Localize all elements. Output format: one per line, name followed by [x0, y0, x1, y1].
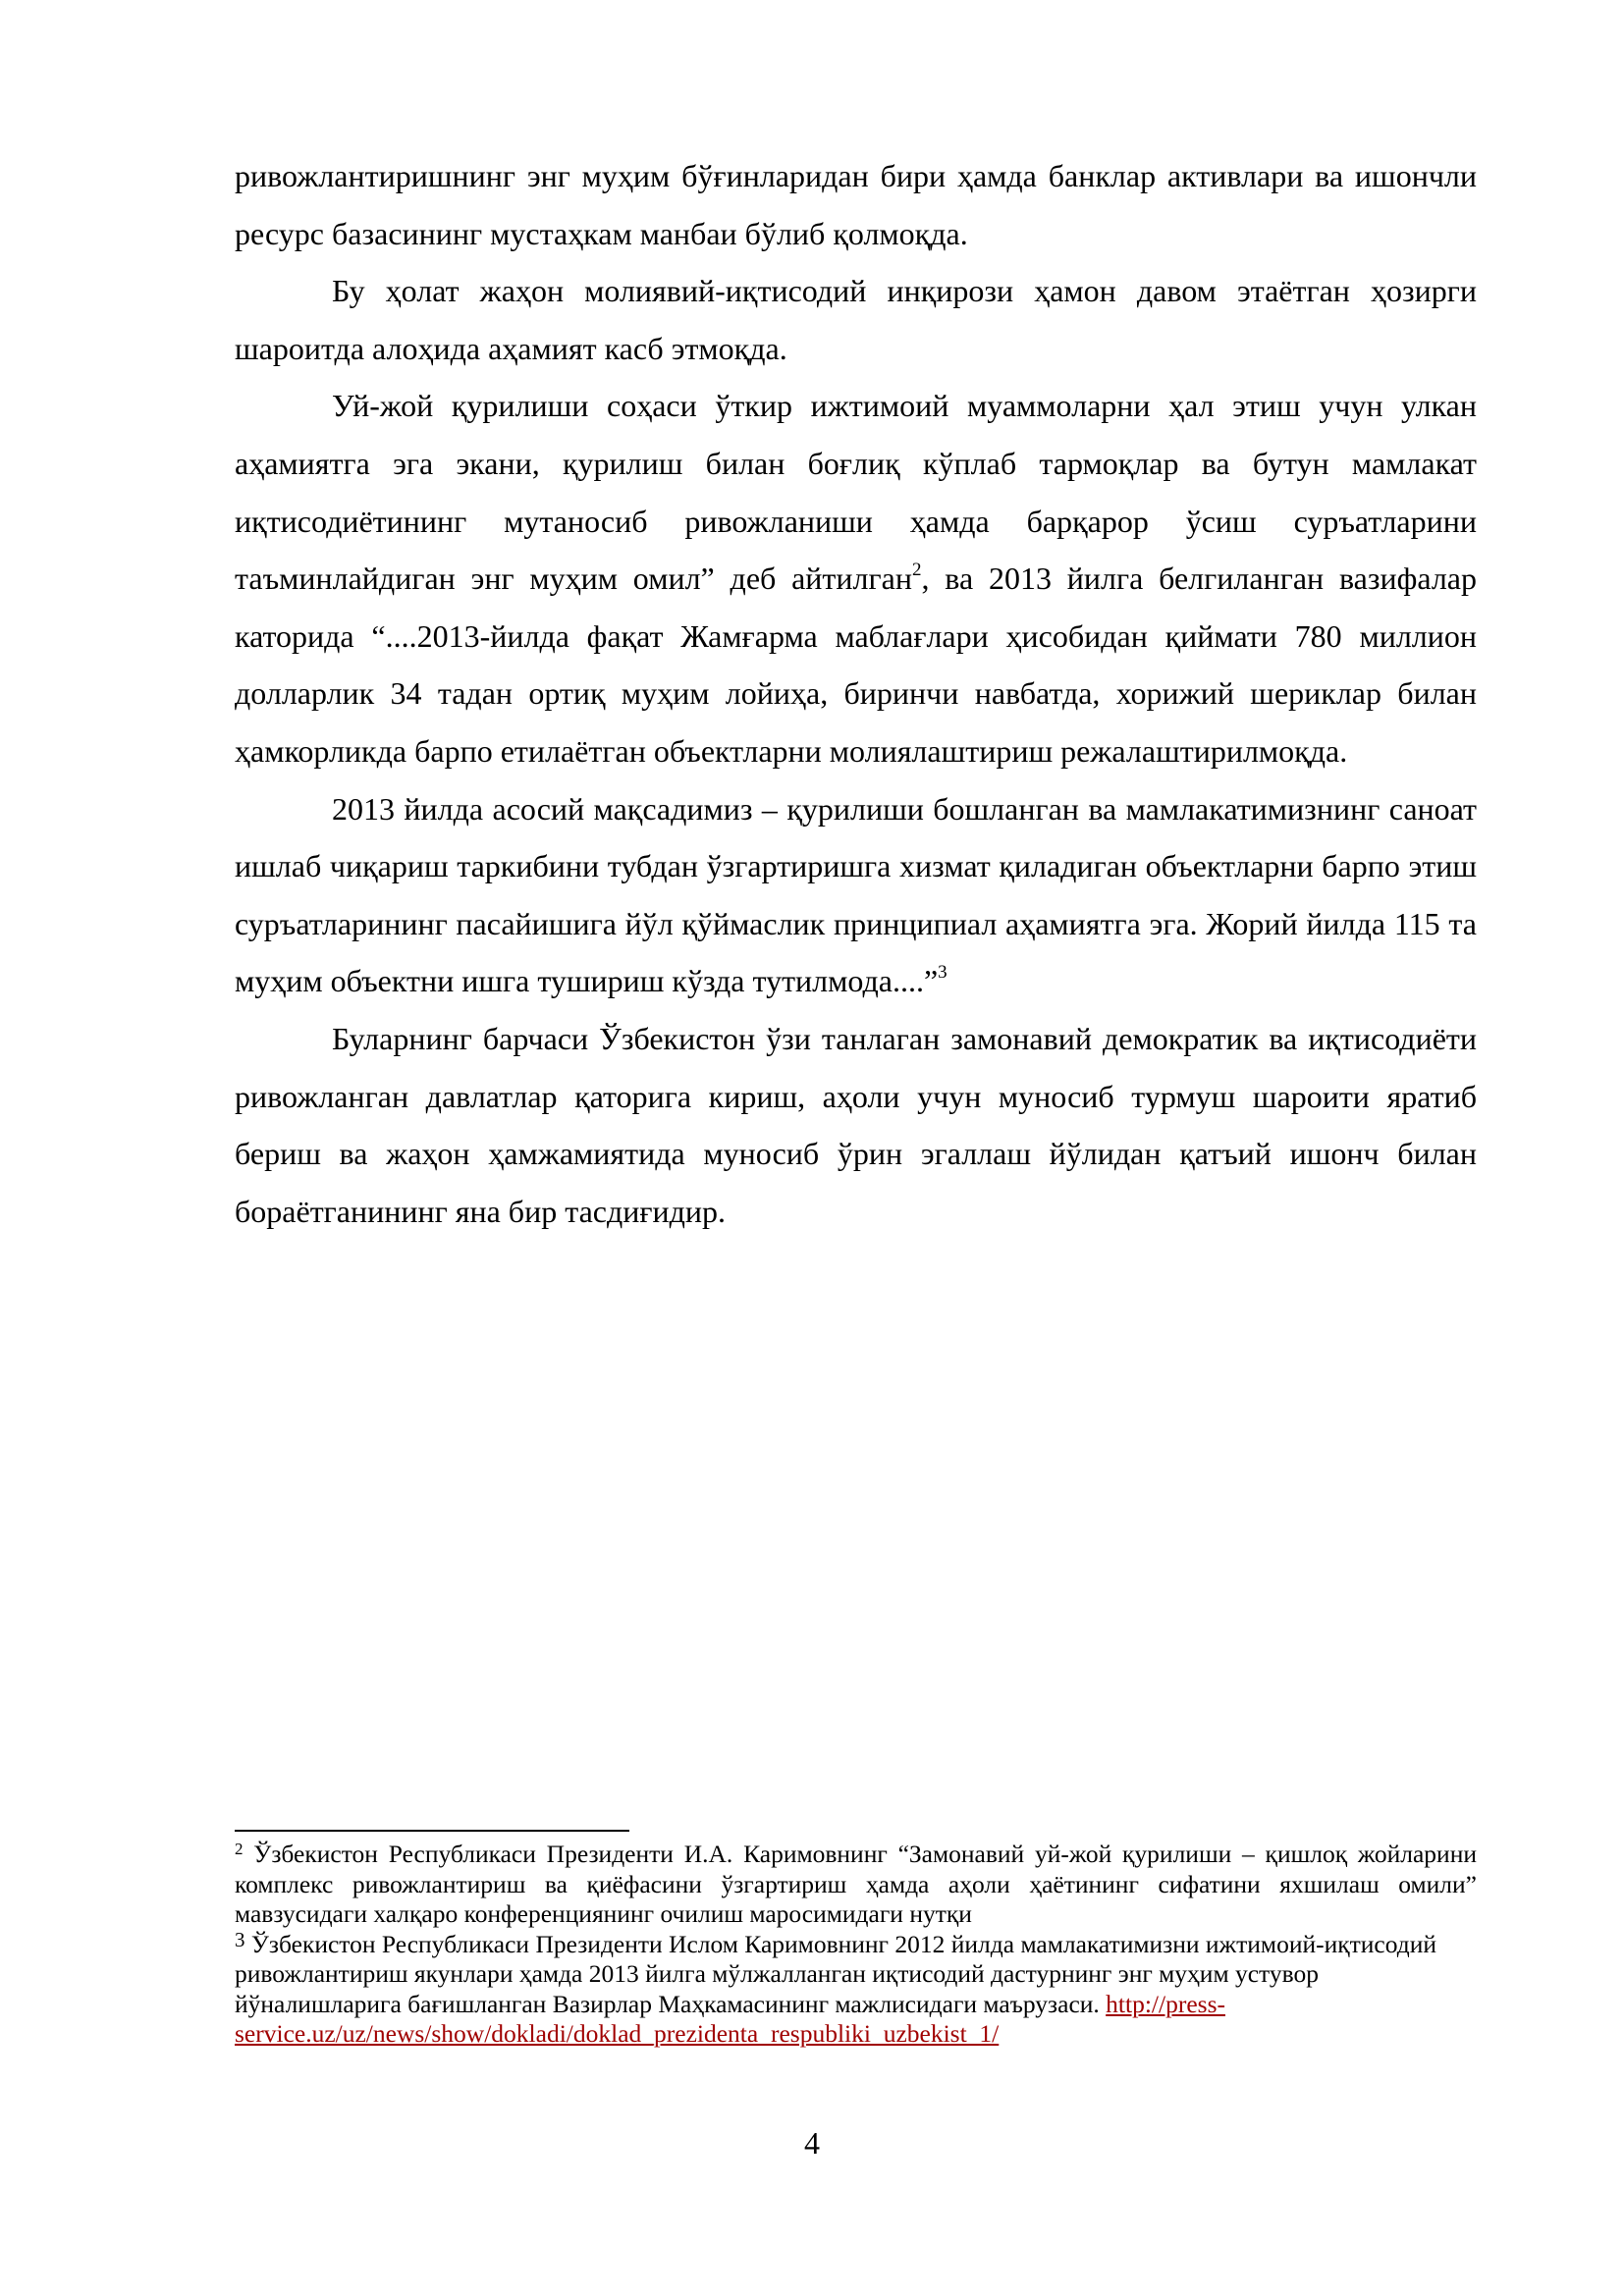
- paragraph-4-text: 2013 йилда асосий мақсадимиз – қурилиши бошланган ва мамлакатимизнинг саноат ишлаб чиқариш таркибини тубдан ўзгартиришга хизмат қиладиган объектларни барпо этиш суръатларининг пасайишига йўл қўймаслик принципиал аҳамиятга эга. Жорий йилда 115 та муҳим объектни ишга тушириш кўзда тутилмода....”: [235, 790, 1477, 999]
- footnote-ref-3[interactable]: 3: [938, 962, 947, 984]
- footnote-3: [235, 1927, 1477, 2050]
- footnote-2-text: Ўзбекистон Республикаси Президенти И.А. Каримовнинг “Замонавий уй-жой қурилиши – қишлоқ жойларини комплекс ривожлантириш ва қиёфасини ўзгартириш ҳамда аҳоли ҳаётининг сифатини яхшилаш омили” мавзусидаги халқаро конференциянинг очилиш маросимидаги нутқи: [235, 1840, 1477, 1928]
- paragraph-1: ривожлантиришнинг энг муҳим бўғинларидан бири ҳамда банклар активлари ва ишончли ресурс базасининг мустаҳкам манбаи бўлиб қолмоқда.: [235, 158, 1477, 251]
- paragraph-4: [235, 780, 1477, 1010]
- body-text: [235, 147, 1477, 1240]
- paragraph-2: Бу ҳолат жаҳон молиявий-иқтисодий инқирози ҳамон давом этаётган ҳозирги шароитда алоҳида аҳамият касб этмоқда.: [235, 273, 1477, 366]
- paragraph-5: Буларнинг барчаси Ўзбекистон ўзи танлаган замонавий демократик ва иқтисодиёти ривожланган давлатлар қаторига кириш, аҳоли учун муносиб турмуш шароити яратиб бериш ва жаҳон ҳамжамиятида муносиб ўрин эгаллаш йўлидан қатъий ишонч билан бораётганининг яна бир тасдиғидир.: [235, 1020, 1477, 1229]
- footnote-3-link-line-2: service.uz/uz/news/show/dokladi/doklad_prezidenta_respubliki_uzbekist_1/: [235, 2019, 1000, 2048]
- paragraph-3: [235, 377, 1477, 779]
- footnotes: [235, 1840, 1477, 2050]
- footnote-ref-2[interactable]: 2: [911, 560, 922, 581]
- footnote-2: [235, 1840, 1477, 1930]
- footnote-separator: [235, 1830, 629, 1832]
- footnote-2-mark: 2: [235, 1840, 244, 1858]
- paragraph-3-text-b: , ва 2013 йилга белгиланган вазифалар каторида “....2013-йилда фақат Жамғарма маблағлари ҳисобидан қиймати 780 миллион долларлик 34 тадан ортиқ муҳим лойиҳа, биринчи навбатда, хорижий шериклар билан ҳамкорликда барпо етилаётган объектларни молиялаштириш режалаштирилмоқда.: [235, 561, 1478, 769]
- footnote-3-link-line-1: http://press-: [1106, 1989, 1225, 2018]
- footnote-3-mark: 3: [235, 1927, 245, 1951]
- paragraph-3-text-a: Уй-жой қурилиши соҳаси ўткир ижтимоий муаммоларни ҳал этиш учун улкан аҳамиятга эга экани, қурилиш билан боғлиқ кўплаб тармоқлар ва бутун мамлакат иқтисодиётининг мутаносиб ривожланиши ҳамда барқарор ўсиш суръатларини таъминлайдиган энг муҳим омил” деб айтилган: [235, 388, 1477, 597]
- page-number: 4: [804, 2125, 820, 2161]
- footnote-3-text: Ўзбекистон Республикаси Президенти Ислом Каримовнинг 2012 йилда мамлакатимизни ижтимоий-иқтисодий ривожлантириш якунлари ҳамда 2013 йилга мўлжалланган иқтисодий дастурнинг энг муҳим устувор йўналишларига бағишланган Вазирлар Маҳкамасининг мажлисидаги маърузаси.: [235, 1929, 1437, 2018]
